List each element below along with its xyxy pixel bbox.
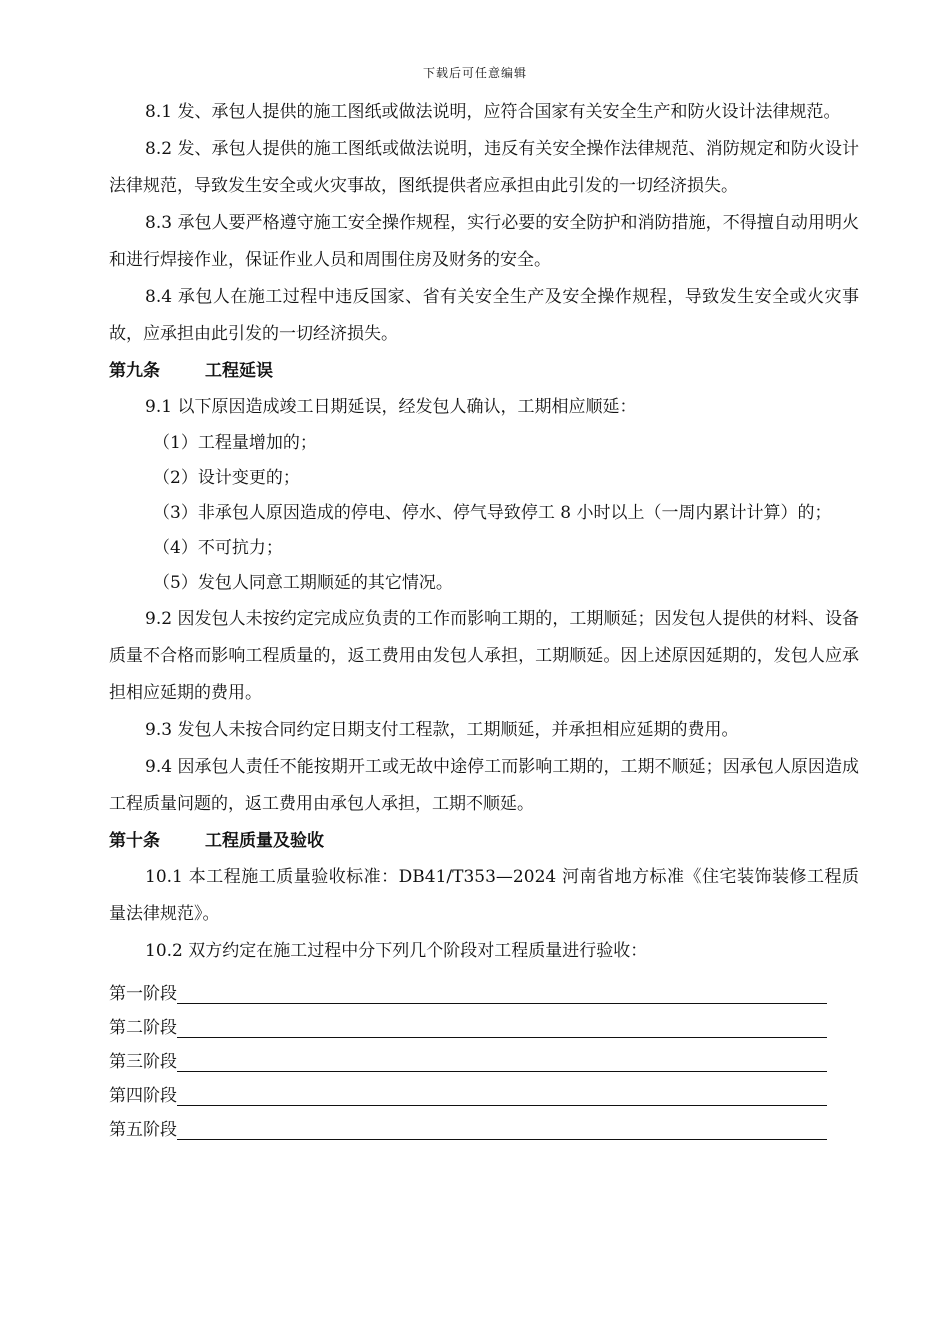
section-heading-9 xyxy=(109,353,859,389)
stage-label: 第三阶段 xyxy=(109,1052,177,1072)
stage-row xyxy=(109,1038,859,1072)
blank-line xyxy=(177,1083,827,1106)
list-item: （4）不可抗力； xyxy=(153,538,283,558)
page-header: 下载后可任意编辑 xyxy=(422,66,527,80)
clause-9-4: 9.4 因承包人责任不能按期开工或无故中途停工而影响工期的，工期不顺延；因承包人原因造成工程质量问题的，返工费用由承包人承担，工期不顺延。 xyxy=(109,757,859,814)
list-item: （2）设计变更的； xyxy=(153,468,300,488)
stage-label: 第一阶段 xyxy=(109,984,177,1004)
stage-label: 第二阶段 xyxy=(109,1018,177,1038)
section-number: 第十条 xyxy=(109,831,160,851)
clause-9-2: 9.2 因发包人未按约定完成应负责的工作而影响工期的，工期顺延；因发包人提供的材料、设备质量不合格而影响工程质量的，返工费用由发包人承担，工期顺延。因上述原因延期的，发包人应承担相应延期的费用。 xyxy=(109,609,859,703)
stage-row xyxy=(109,970,859,1004)
clause-8-1: 8.1 发、承包人提供的施工图纸或做法说明，应符合国家有关安全生产和防火设计法律规范。 xyxy=(145,102,841,122)
clause-8-4: 8.4 承包人在施工过程中违反国家、省有关安全生产及安全操作规程，导致发生安全或火灾事故，应承担由此引发的一切经济损失。 xyxy=(109,287,859,344)
clause-8-3: 8.3 承包人要严格遵守施工安全操作规程，实行必要的安全防护和消防措施，不得擅自动用明火和进行焊接作业，保证作业人员和周围住房及财务的安全。 xyxy=(109,213,859,270)
clause-9-1: 9.1 以下原因造成竣工日期延误，经发包人确认，工期相应顺延： xyxy=(145,397,637,417)
section-title: 工程延误 xyxy=(205,361,273,381)
section-title: 工程质量及验收 xyxy=(205,831,324,851)
blank-line xyxy=(177,1049,827,1072)
section-number: 第九条 xyxy=(109,361,160,381)
clause-8-2: 8.2 发、承包人提供的施工图纸或做法说明，违反有关安全操作法律规范、消防规定和防火设计法律规范，导致发生安全或火灾事故，图纸提供者应承担由此引发的一切经济损失。 xyxy=(109,139,859,196)
clause-9-3: 9.3 发包人未按合同约定日期支付工程款，工期顺延，并承担相应延期的费用。 xyxy=(145,720,739,740)
stage-row xyxy=(109,1004,859,1038)
stage-label: 第五阶段 xyxy=(109,1120,177,1140)
list-item: （3）非承包人原因造成的停电、停水、停气导致停工 8 小时以上（一周内累计计算）的； xyxy=(153,503,832,523)
section-heading-10 xyxy=(109,823,859,859)
stage-label: 第四阶段 xyxy=(109,1086,177,1106)
clause-10-2: 10.2 双方约定在施工过程中分下列几个阶段对工程质量进行验收： xyxy=(145,941,648,961)
blank-line xyxy=(177,981,827,1004)
stage-row xyxy=(109,1072,859,1106)
clause-10-1: 10.1 本工程施工质量验收标准：DB41/T353—2024 河南省地方标准《住宅装饰装修工程质量法律规范》。 xyxy=(109,867,859,924)
stage-row xyxy=(109,1106,859,1140)
document-body xyxy=(109,94,859,1140)
list-item: （5）发包人同意工期顺延的其它情况。 xyxy=(153,573,453,593)
blank-line xyxy=(177,1015,827,1038)
list-item: （1）工程量增加的； xyxy=(153,433,317,453)
blank-line xyxy=(177,1117,827,1140)
